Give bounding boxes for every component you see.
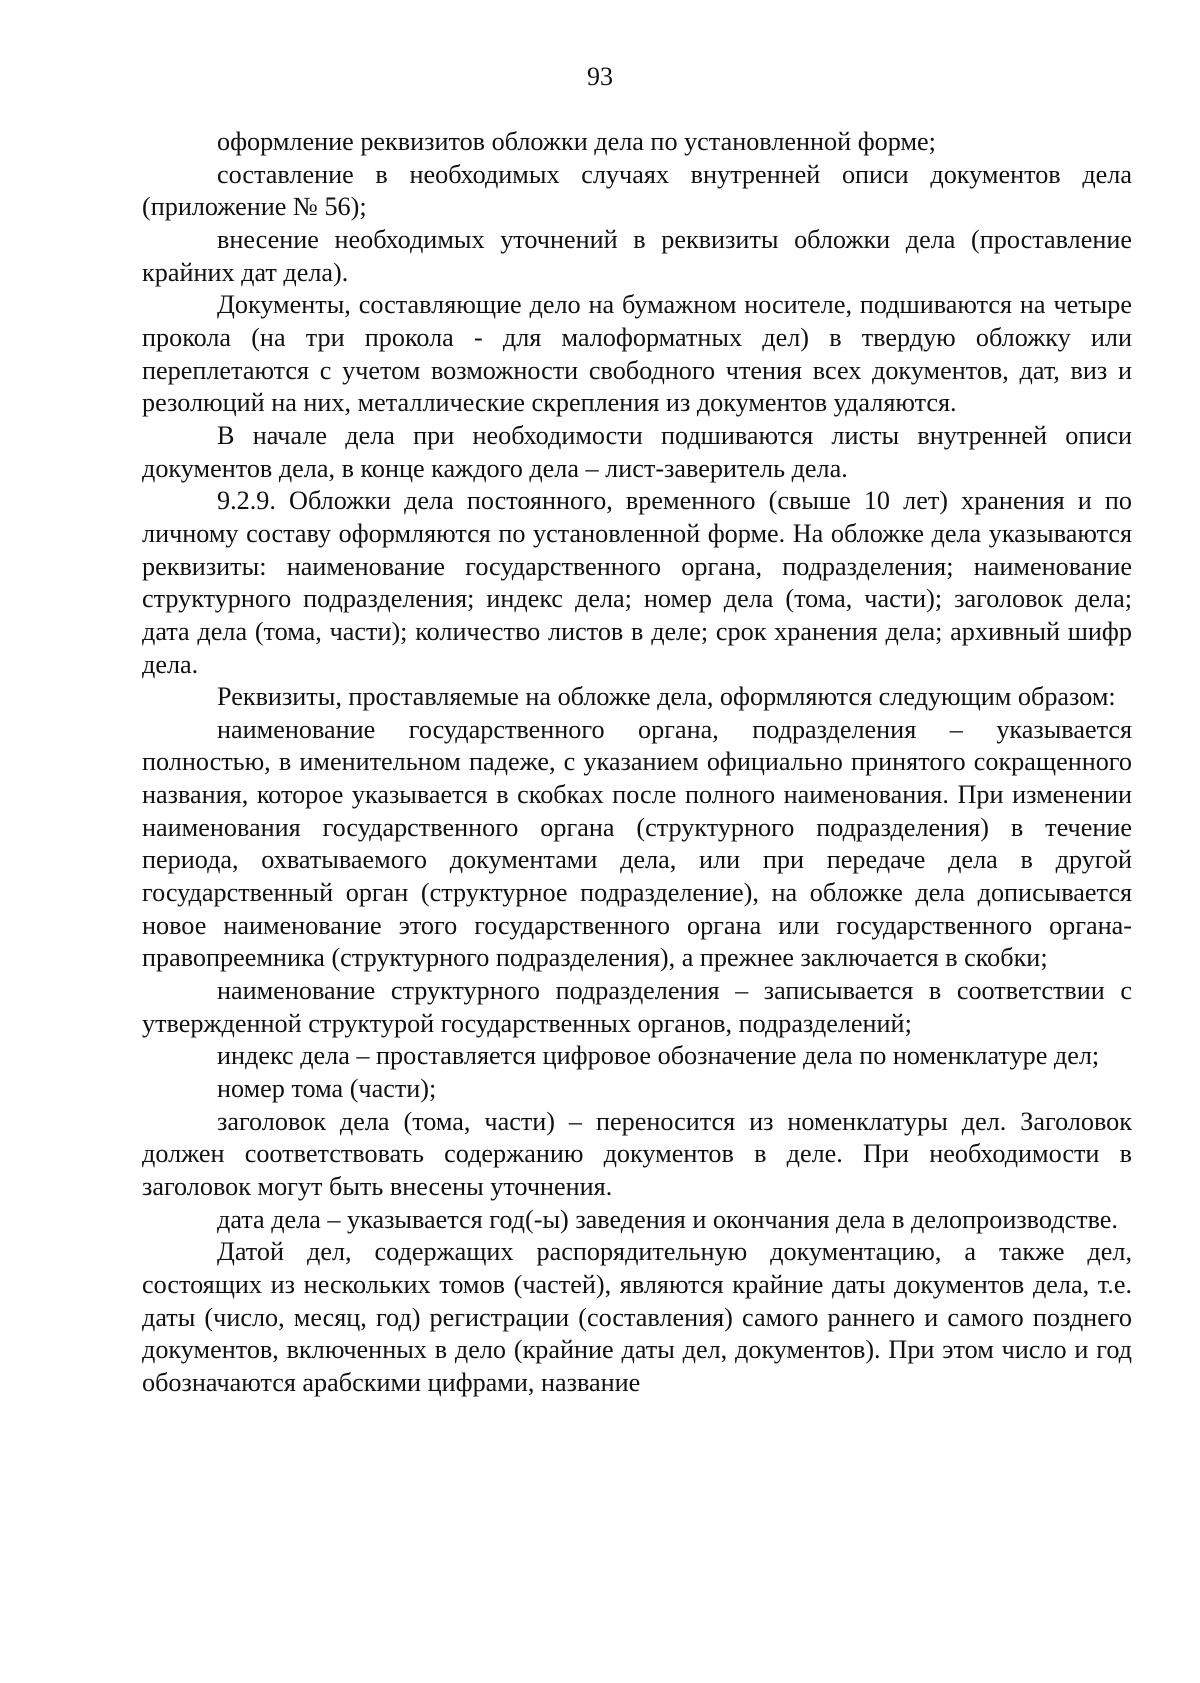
body-text	[142, 126, 1132, 1400]
paragraph: составление в необходимых случаях внутренней описи документов дела (приложение № 56);	[142, 159, 1132, 222]
paragraph: оформление реквизитов обложки дела по установленной форме;	[217, 127, 936, 156]
paragraph: заголовок дела (тома, части) – переносится из номенклатуры дел. Заголовок должен соответствовать содержанию документов в деле. При необходимости в заголовок могут быть внесены уточнения.	[142, 1106, 1132, 1201]
page-number: 93	[587, 62, 613, 91]
paragraph: 9.2.9. Обложки дела постоянного, временного (свыше 10 лет) хранения и по личному составу оформляются по установленной форме. На обложке дела указываются реквизиты: наименование государственного органа, подразделения; наименование структурного подразделения; индекс дела; номер дела (тома, части); заголовок дела; дата дела (тома, части); количество листов в деле; срок хранения дела; архивный шифр дела.	[142, 486, 1132, 679]
paragraph: Реквизиты, проставляемые на обложке дела, оформляются следующим образом:	[217, 682, 1116, 712]
paragraph: номер тома (части);	[217, 1074, 437, 1104]
paragraph: В начале дела при необходимости подшиваются листы внутренней описи документов дела, в конце каждого дела – лист-заверитель дела.	[142, 420, 1132, 483]
paragraph: внесение необходимых уточнений в реквизиты обложки дела (проставление крайних дат дела).	[142, 224, 1132, 287]
paragraph: дата дела – указывается год(-ы) заведения и окончания дела в делопроизводстве.	[217, 1204, 1118, 1234]
paragraph: наименование государственного органа, подразделения – указывается полностью, в именительном падеже, с указанием официально принятого сокращенного названия, которое указывается в скобках после полного наименования. При изменении наименования государственного органа (структурного подразделения) в течение периода, охватываемого документами дела, или при передаче дела в другой государственный орган (структурное подразделение), на обложке дела дописывается новое наименование этого государственного органа или государственного органа-правопреемника (структурного подразделения), а прежнее заключается в скобки;	[142, 714, 1132, 973]
paragraph: индекс дела – проставляется цифровое обозначение дела по номенклатуре дел;	[217, 1041, 1100, 1071]
paragraph: Датой дел, содержащих распорядительную документацию, а также дел, состоящих из нескольких томов (частей), являются крайние даты документов дела, т.е. даты (число, месяц, год) регистрации (составления) самого раннего и самого позднего документов, включенных в дело (крайние даты дел, документов). При этом число и год обозначаются арабскими цифрами, название	[142, 1237, 1132, 1397]
paragraph: наименование структурного подразделения – записывается в соответствии с утвержденной структурой государственных органов, подразделений;	[142, 976, 1132, 1038]
paragraph: Документы, составляющие дело на бумажном носителе, подшиваются на четыре прокола (на три прокола - для малоформатных дел) в твердую обложку или переплетаются с учетом возможности свободного чтения всех документов, дат, виз и резолюций на них, металлические скрепления из документов удаляются.	[142, 290, 1132, 418]
